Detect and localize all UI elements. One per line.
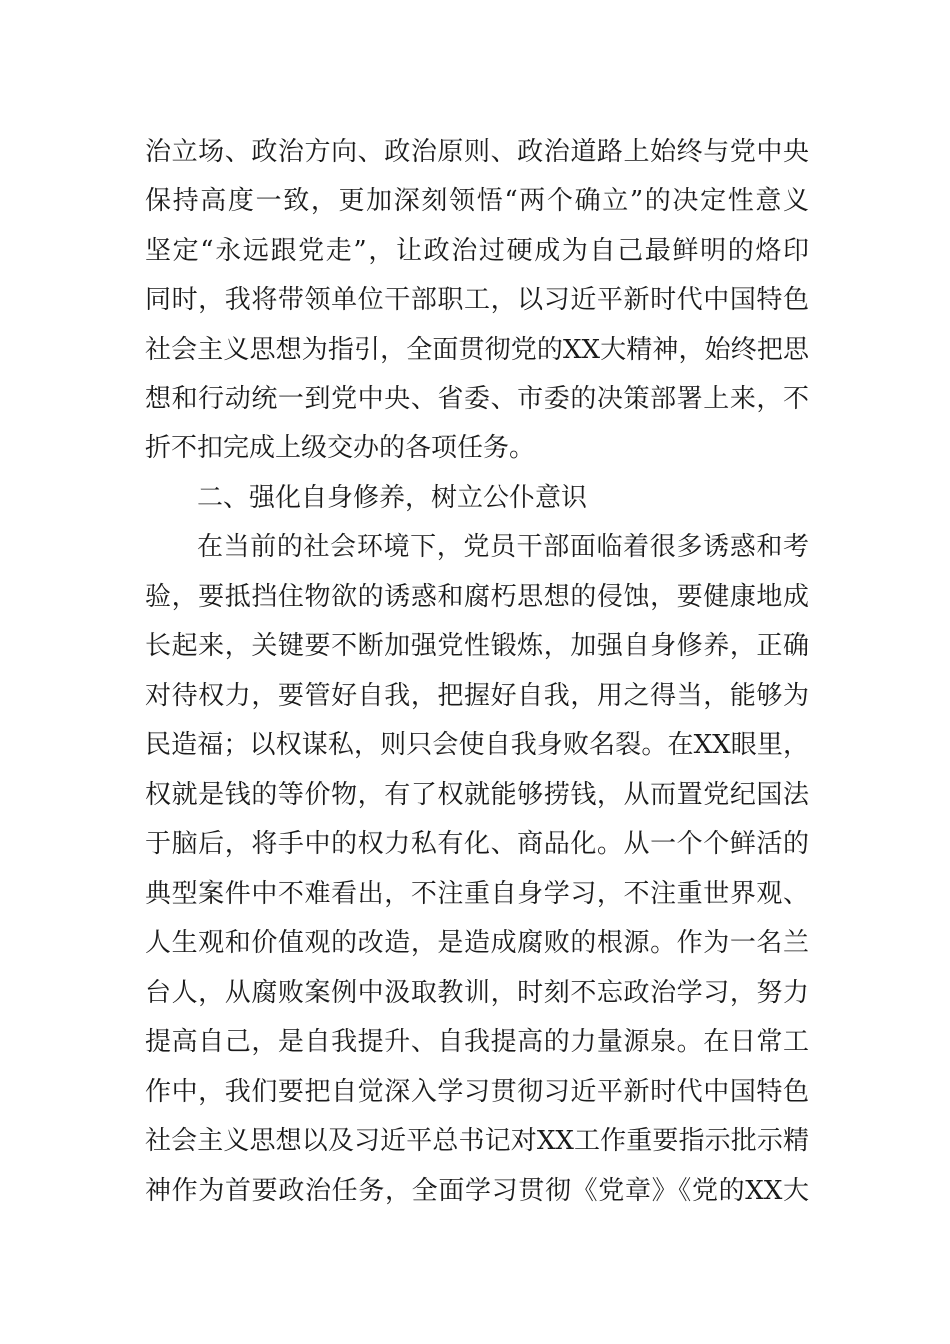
text-line: 作中，我们要把自觉深入学习贯彻习近平新时代中国特色: [145, 1077, 809, 1107]
text-line: 社会主义思想以及习近平总书记对XX工作重要指示批示精: [145, 1126, 809, 1156]
text-line: 想和行动统一到党中央、省委、市委的决策部署上来，不: [145, 384, 809, 414]
text-line: 民造福；以权谋私，则只会使自我身败名裂。在XX眼里，: [145, 730, 809, 760]
text-line: 社会主义思想为指引，全面贯彻党的XX大精神，始终把思: [145, 335, 809, 365]
text-line: 保持高度一致，更加深刻领悟“两个确立”的决定性意义: [145, 186, 809, 216]
text-line: 权就是钱的等价物，有了权就能够捞钱，从而置党纪国法: [145, 780, 809, 810]
paragraph-first-line: 在当前的社会环境下，党员干部面临着很多诱惑和考: [197, 532, 809, 562]
text-line: 于脑后，将手中的权力私有化、商品化。从一个个鲜活的: [145, 829, 809, 859]
text-line: 台人，从腐败案例中汲取教训，时刻不忘政治学习，努力: [145, 978, 809, 1008]
section-heading: 二、强化自身修养，树立公仆意识: [197, 483, 588, 513]
text-line: 人生观和价值观的改造，是造成腐败的根源。作为一名兰: [145, 928, 809, 958]
paragraph-end-line: 折不扣完成上级交办的各项任务。: [145, 433, 536, 463]
text-line: 典型案件中不难看出，不注重自身学习，不注重世界观、: [145, 879, 809, 909]
text-line: 长起来，关键要不断加强党性锻炼，加强自身修养，正确: [145, 631, 809, 661]
text-line: 治立场、政治方向、政治原则、政治道路上始终与党中央: [145, 137, 809, 167]
text-line: 神作为首要政治任务，全面学习贯彻《党章》《党的XX大: [145, 1176, 809, 1206]
text-line: 验，要抵挡住物欲的诱惑和腐朽思想的侵蚀，要健康地成: [145, 582, 809, 612]
text-line: 同时，我将带领单位干部职工，以习近平新时代中国特色: [145, 285, 809, 315]
text-line: 坚定“永远跟党走”，让政治过硬成为自己最鲜明的烙印: [145, 236, 809, 266]
text-line: 提高自己，是自我提升、自我提高的力量源泉。在日常工: [145, 1027, 809, 1057]
text-line: 对待权力，要管好自我，把握好自我，用之得当，能够为: [145, 681, 809, 711]
